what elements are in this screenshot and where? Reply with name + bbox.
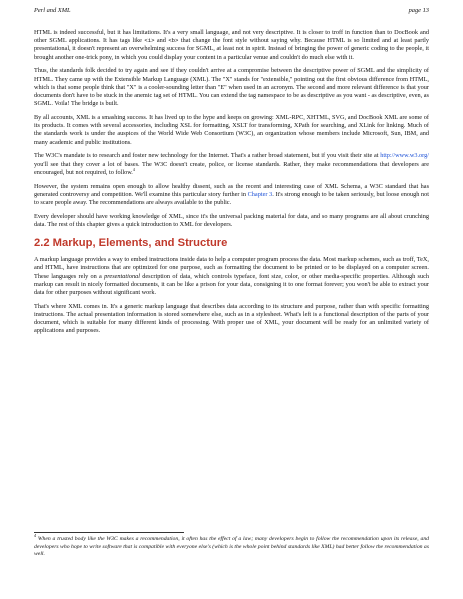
paragraph [34,213,429,229]
running-header [34,7,429,14]
paragraph [34,183,429,208]
text-run: that change the font style without saying why. Because HTML is so limited and at least partly presentational, it doesn't represent an overwhelming success for SGML, at least not in spirit. Instead of bringing the power of generic coding to the people, it brought another one-trick pony, in which you could display your content in a particular venue and couldn't do much else with it. [34,37,429,61]
paragraph [34,152,429,177]
section-heading: 2.2 Markup, Elements, and Structure [34,237,228,250]
intro-paragraphs [34,29,429,229]
inline-code: <i> [144,37,155,45]
hyperlink[interactable]: http://www.w3.org/ [380,152,429,160]
paragraph [34,67,429,108]
footnote-divider [34,532,184,533]
paragraph [34,114,429,147]
text-run: The W3C's mandate is to research and foster new technology for the Internet. That's a rather broad statement, but if you visit their site at [34,152,381,160]
header-book-title: Perl and XML [34,7,71,14]
text-run: and [154,37,169,45]
text-run: Every developer should have working knowledge of XML, since it's the universal packing material for data, and so many programs are all about crunching data. The rest of this chapter gives a quick introduction to XML for developers. [34,212,429,229]
text-run: However, the system remains open enough to allow healthy dissent, such as the recent and interesting case of XML Schema, a W3C standard that has generated controversy and competition. We'll examine this particular story further in [34,182,429,198]
inline-code: <b> [168,37,179,45]
footnote [34,533,430,559]
page-body [34,29,429,341]
footnote-marker: 4 [34,533,36,539]
text-run: . It's strong enough to be taken seriously, but loose enough not to scare people away. The recommendations are always available to the public. [34,190,429,207]
footnote-reference[interactable]: 4 [132,166,135,172]
emphasis-text: presentational [104,272,140,280]
text-run: you'll see that they cover a lot of bases. The W3C doesn't create, police, or license standards. Rather, they make recommendations that developers are encouraged, but not required, to follow. [34,160,429,176]
paragraph [34,303,429,336]
header-page-number: page 13 [408,7,429,14]
section-paragraphs [34,256,429,335]
text-run: A markup language provides a way to embed instructions inside data to help a computer program process the data. Most markup schemes, such as troff, TeX, and HTML, have instructions that are optimized for one purpose, such as formatting the document to be printed or to be displayed on a computer screen. These languages rely on a [34,256,429,280]
hyperlink[interactable]: Chapter 3 [247,190,273,198]
text-run: By all accounts, XML is a smashing success. It has lived up to the hype and keeps on growing: XML-RPC, XHTML, SVG, and DocBook XML are some of its products. It comes with several accessories, including XSL for formatting, XSLT for transforming, XPath for searching, and XLink for linking. Much of the standards work is under the auspices of the World Wide Web Consortium (W3C), an organization whose members include Microsoft, Sun, IBM, and many academic and public institutions. [34,114,429,146]
text-run: description of data, which controls typeface, font size, color, or other media-specific properties. Although such markup can result in nicely formatted documents, it can be like a prison for your data, consigning it to one format forever; you won't be able to extract your data for other purposes without significant work. [34,272,429,297]
text-run: That's where XML comes in. It's a generic markup language that describes data according to its structure and purpose, rather than with specific formatting instructions. The actual presentation information is stored somewhere else, such as in a stylesheet. What's left is a functional description of the parts of your document, which is suitable for many different kinds of processing. With proper use of XML, your document will be ready for an unlimited variety of applications and purposes. [34,302,429,335]
paragraph [34,29,429,62]
text-run: HTML is indeed successful, but it has limitations. It's a very small language, and not very descriptive. It is closer to troff in function than to DocBook and other SGML applications. It has tags like [34,29,429,45]
paragraph [34,256,429,297]
text-run: Thus, the standards folk decided to try again and see if they couldn't arrive at a compromise between the descriptive power of SGML and the simplicity of HTML. They came up with the Extensible Markup Language (XML). The "X" stands for "extensible," pointing out the first obvious difference from HTML, which is that some people think that "X" is a cooler-sounding letter than "E" when used in an acronym. The second and more relevant difference is that your documents don't have to be stuck in the anemic tag set of HTML. You can extend the tag namespace to be as descriptive as you want - as descriptive, even, as SGML. Voila! The bridge is built. [34,67,429,108]
footnote-text: When a trusted body like the W3C makes a recommendation, it often has the effect of a law; many developers begin to follow the recommendation upon its release, and developers who hope to write software that is compatible with everyone else's (which is the whole point behind standards like XML) had better follow the recommendation as well. [34,536,430,557]
